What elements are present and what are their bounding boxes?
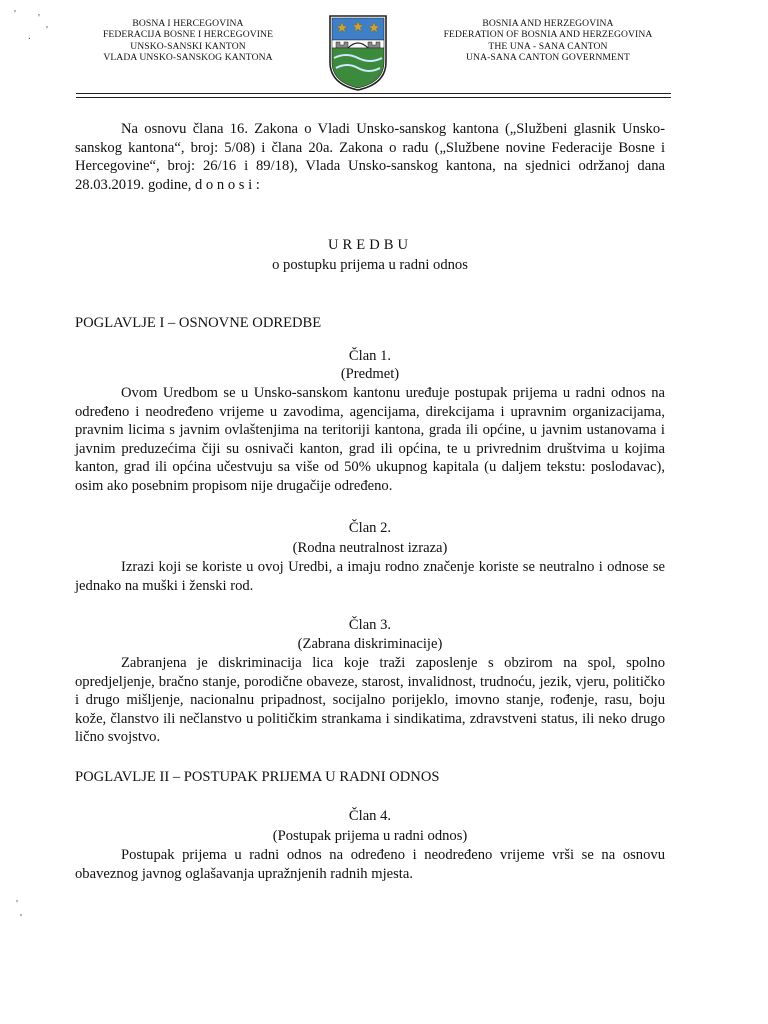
header-left-line: UNSKO-SANSKI KANTON <box>130 40 246 52</box>
scan-speck: ' <box>38 12 40 24</box>
document-subtitle: o postupku prijema u radni odnos <box>272 257 468 273</box>
header-divider <box>76 93 671 94</box>
header-left-line: FEDERACIJA BOSNE I HERCEGOVINE <box>102 29 274 41</box>
article-text: Izrazi koji se koriste u ovoj Uredbi, a imaju rodno značenje koriste se neutralno i odnose se jednako na muški i ženski rod. <box>75 559 665 594</box>
scan-speck: ' <box>14 8 16 20</box>
article-text: Ovom Uredbom se u Unsko-sanskom kantonu uređuje postupak prijema u radni odnos na određeno i neodređeno vrijeme u zavodima, agencijama, direkcijama i upravnim organizacijama, pravnim licima s javnim ovlaštenjima na teritoriji kantona, grada ili općine, u javnim ustanovama i javnim preduzećima čiji su osnivači kanton, grad ili općina, te u privrednim društvima u kojima kanton, grad ili općina učestvuju sa više od 50% ukupnog kapitala (u daljem tekstu: poslodavac), osim ako posebnim propisom nije drugačije određeno. <box>75 385 665 494</box>
header-divider-thin <box>76 97 671 98</box>
header-right-line: BOSNIA AND HERZEGOVINA <box>482 18 614 29</box>
article-heading: Član 2. <box>348 520 392 536</box>
header-left-line: BOSNA I HERCEGOVINA <box>132 18 244 29</box>
document-title: UREDBU <box>328 237 412 253</box>
article-subject: (Predmet) <box>340 366 400 382</box>
header-left <box>88 18 288 64</box>
scan-speck: ' <box>20 912 22 924</box>
article-heading: Član 3. <box>348 617 392 633</box>
article-subject: (Postupak prijema u radni odnos) <box>272 828 468 844</box>
article-subject: (Zabrana diskriminacije) <box>297 636 443 652</box>
article-heading: Član 1. <box>348 348 392 364</box>
scan-speck: . <box>28 30 31 42</box>
header-right <box>430 18 666 64</box>
coat-of-arms-icon <box>326 12 390 92</box>
article-text: Postupak prijema u radni odnos na određeno i neodređeno vrijeme vrši se na osnovu obaveznog javnog oglašavanja upražnjenih radnih mjesta. <box>75 847 665 882</box>
article-subject: (Rodna neutralnost izraza) <box>292 540 448 556</box>
header-left-line: VLADA UNSKO-SANSKOG KANTONA <box>103 52 273 64</box>
scan-speck: ' <box>46 24 48 36</box>
header-right-line: THE UNA - SANA CANTON <box>488 40 608 52</box>
header-right-line: FEDERATION OF BOSNIA AND HERZEGOVINA <box>443 29 653 41</box>
preamble: Na osnovu člana 16. Zakona o Vladi Unsko-sanskog kantona („Službeni glasnik Unsko-sanskog kantona“, broj: 5/08) i člana 20a. Zakona o radu („Službene novine Federacije Bosne i Hercegovine“, broj: 26/16 i 89/18), Vlada Unsko-sanskog kantona, na sjednici održanoj dana 28.03.2019. godine, d o n o s i : <box>75 121 665 193</box>
chapter-heading: POGLAVLJE II – POSTUPAK PRIJEMA U RADNI ODNOS <box>75 769 440 785</box>
article-heading: Član 4. <box>348 808 392 824</box>
header-right-line: UNA-SANA CANTON GOVERNMENT <box>466 52 630 64</box>
chapter-heading: POGLAVLJE I – OSNOVNE ODREDBE <box>75 315 322 331</box>
article-text: Zabranjena je diskriminacija lica koje traži zaposlenje s obzirom na spol, spolno opredjeljenje, bračno stanje, porodične obaveze, starost, invalidnost, trudnoću, jezik, vjeru, političko i drugo mišljenje, nacionalnu pripadnost, socijalno porijeklo, imovno stanje, rođenje, rasu, boju kože, članstvo ili nečlanstvo u političkim strankama i sindikatima, zdravstveni status, ili neko drugo lično svojstvo. <box>75 655 665 745</box>
scan-speck: ' <box>16 898 18 910</box>
